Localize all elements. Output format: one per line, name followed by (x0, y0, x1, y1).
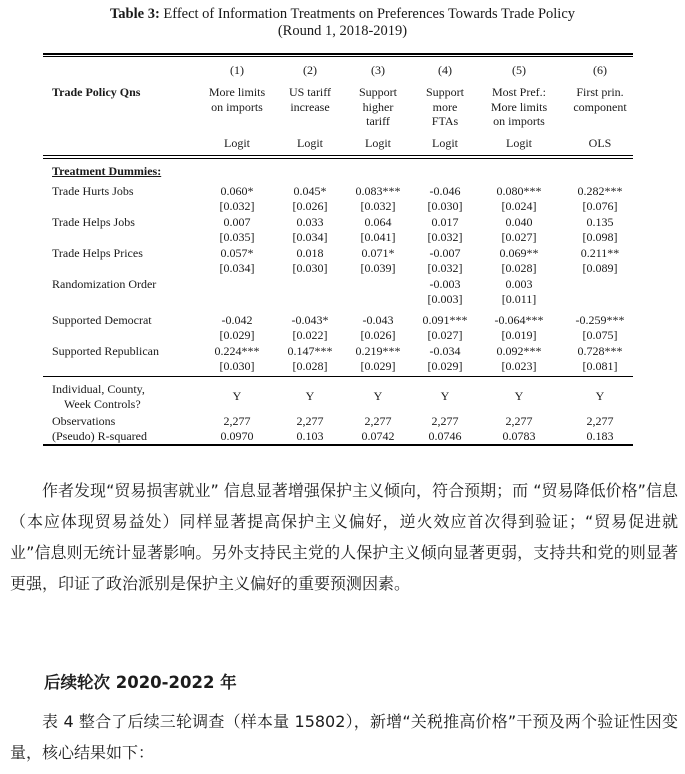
r-squared-value: 0.183 (586, 429, 614, 443)
coefficient: 0.057* (220, 246, 254, 260)
standard-error: [0.030] (219, 359, 255, 373)
coefficient: 0.033 (296, 215, 324, 229)
row-label: Trade Helps Prices (52, 246, 143, 260)
controls-value: Y (373, 389, 383, 403)
section-heading: 后续轮次 2020-2022 年 (44, 673, 237, 692)
section-label: Treatment Dummies: (52, 164, 162, 178)
coefficient: 0.211** (580, 246, 620, 260)
coefficient: 0.091*** (422, 313, 468, 327)
r-squared-value: 0.0746 (428, 429, 462, 443)
row-label: Randomization Order (52, 277, 157, 291)
row-label: Trade Helps Jobs (52, 215, 135, 229)
coefficient: -0.043 (362, 313, 394, 327)
standard-error: [0.030] (427, 199, 463, 213)
standard-error: [0.027] (501, 230, 537, 244)
coefficient: -0.042 (221, 313, 253, 327)
stats-rule (43, 376, 633, 377)
header-rule-2 (43, 158, 633, 159)
standard-error: [0.098] (582, 230, 618, 244)
column-model: Logit (224, 136, 250, 150)
standard-error: [0.032] (360, 199, 396, 213)
coefficient: -0.064*** (494, 313, 544, 327)
r-squared-value: 0.0783 (502, 429, 536, 443)
coefficient: 0.069** (499, 246, 539, 260)
table-top-rule (43, 53, 633, 55)
coefficient: -0.007 (429, 246, 461, 260)
r-squared-value: 0.0970 (220, 429, 254, 443)
standard-error: [0.003] (427, 292, 463, 306)
standard-error: [0.081] (582, 359, 618, 373)
standard-error: [0.030] (292, 261, 328, 275)
coefficient: 0.092*** (496, 344, 542, 358)
controls-value: Y (232, 389, 242, 403)
coefficient: -0.046 (429, 184, 461, 198)
observations-value: 2,277 (364, 414, 392, 428)
standard-error: [0.026] (360, 328, 396, 342)
table-top-rule-2 (43, 56, 633, 57)
observations-value: 2,277 (431, 414, 459, 428)
coefficient: 0.147*** (287, 344, 333, 358)
standard-error: [0.029] (360, 359, 396, 373)
table-caption (0, 6, 685, 40)
standard-error: [0.011] (501, 292, 537, 306)
controls-value: Y (595, 389, 605, 403)
standard-error: [0.035] (219, 230, 255, 244)
standard-error: [0.075] (582, 328, 618, 342)
coefficient: 0.083*** (355, 184, 401, 198)
coefficient: 0.060* (220, 184, 254, 198)
r-squared-value: 0.103 (296, 429, 324, 443)
standard-error: [0.019] (501, 328, 537, 342)
standard-error: [0.032] (427, 261, 463, 275)
row-label: Supported Republican (52, 344, 159, 358)
standard-error: [0.022] (292, 328, 328, 342)
controls-value: Y (305, 389, 315, 403)
body-paragraph-2: 表 4 整合了后续三轮调查（样本量 15802），新增“关税推高价格”干预及两个验证性因变量，核心结果如下： (10, 712, 678, 762)
column-header: Support higher tariff (358, 85, 397, 128)
controls-value: Y (514, 389, 524, 403)
column-number: (1) (230, 63, 244, 77)
column-number: (2) (303, 63, 317, 77)
standard-error: [0.029] (427, 359, 463, 373)
column-number: (4) (438, 63, 452, 77)
coefficient: 0.282*** (577, 184, 623, 198)
header-rule (43, 155, 633, 156)
coefficient: -0.043* (291, 313, 329, 327)
column-header: Most Pref.: More limits on imports (490, 85, 548, 128)
standard-error: [0.024] (501, 199, 537, 213)
standard-error: [0.029] (219, 328, 255, 342)
row-label: Trade Hurts Jobs (52, 184, 134, 198)
coefficient: 0.040 (505, 215, 533, 229)
column-model: OLS (588, 136, 612, 150)
coefficient: 0.007 (223, 215, 251, 229)
coefficient: -0.259*** (575, 313, 625, 327)
coefficient: -0.003 (429, 277, 461, 291)
table-label: Table 3: (109, 6, 160, 22)
standard-error: [0.039] (360, 261, 396, 275)
standard-error: [0.089] (582, 261, 618, 275)
coefficient: 0.045* (293, 184, 327, 198)
coefficient: 0.219*** (355, 344, 401, 358)
standard-error: [0.032] (219, 199, 255, 213)
standard-error: [0.028] (501, 261, 537, 275)
coefficient: 0.071* (361, 246, 395, 260)
coefficient: 0.003 (505, 277, 533, 291)
column-header: First prin. component (573, 85, 627, 114)
standard-error: [0.034] (219, 261, 255, 275)
standard-error: [0.028] (292, 359, 328, 373)
r-squared-value: 0.0742 (361, 429, 395, 443)
coefficient: 0.018 (296, 246, 324, 260)
column-model: Logit (432, 136, 458, 150)
standard-error: [0.026] (292, 199, 328, 213)
column-model: Logit (506, 136, 532, 150)
row-label: Supported Democrat (52, 313, 152, 327)
column-number: (5) (512, 63, 526, 77)
body-paragraph-1: 作者发现“贸易损害就业” 信息显著增强保护主义倾向，符合预期；而 “贸易降低价格”信息（本应体现贸易益处）同样显著提高保护主义偏好，逆火效应首次得到验证；“贸易促进就业”信息则无统计显著影响。另外支持民主党的人保护主义倾向显著更弱，支持共和党的则显著更强，印证了政治派别是保护主义偏好的重要预测因素。 (10, 481, 678, 593)
standard-error: [0.076] (582, 199, 618, 213)
standard-error: [0.027] (427, 328, 463, 342)
observations-value: 2,277 (223, 414, 251, 428)
standard-error: [0.023] (501, 359, 537, 373)
controls-value: Y (440, 389, 450, 403)
controls-label-2: Week Controls? (64, 397, 141, 411)
column-header: More limits on imports (208, 85, 266, 114)
column-model: Logit (365, 136, 391, 150)
standard-error: [0.041] (360, 230, 396, 244)
coefficient: -0.034 (429, 344, 461, 358)
observations-label: Observations (52, 414, 116, 428)
stub-header: Trade Policy Qns (52, 85, 141, 99)
column-number: (3) (371, 63, 385, 77)
table-bottom-rule (43, 444, 633, 446)
standard-error: [0.034] (292, 230, 328, 244)
r-squared-label: (Pseudo) R-squared (52, 429, 147, 443)
column-model: Logit (297, 136, 323, 150)
coefficient: 0.135 (586, 215, 614, 229)
observations-value: 2,277 (505, 414, 533, 428)
observations-value: 2,277 (586, 414, 614, 428)
controls-label: Individual, County, (52, 382, 145, 396)
coefficient: 0.017 (431, 215, 459, 229)
table-subtitle: (Round 1, 2018-2019) (277, 23, 408, 39)
coefficient: 0.064 (364, 215, 392, 229)
standard-error: [0.032] (427, 230, 463, 244)
column-number: (6) (593, 63, 607, 77)
observations-value: 2,277 (296, 414, 324, 428)
column-header: Support more FTAs (425, 85, 464, 128)
table-title: Effect of Information Treatments on Preferences Towards Trade Policy (163, 6, 576, 22)
coefficient: 0.224*** (214, 344, 260, 358)
coefficient: 0.728*** (577, 344, 623, 358)
column-header: US tariff increase (288, 85, 332, 114)
coefficient: 0.080*** (496, 184, 542, 198)
